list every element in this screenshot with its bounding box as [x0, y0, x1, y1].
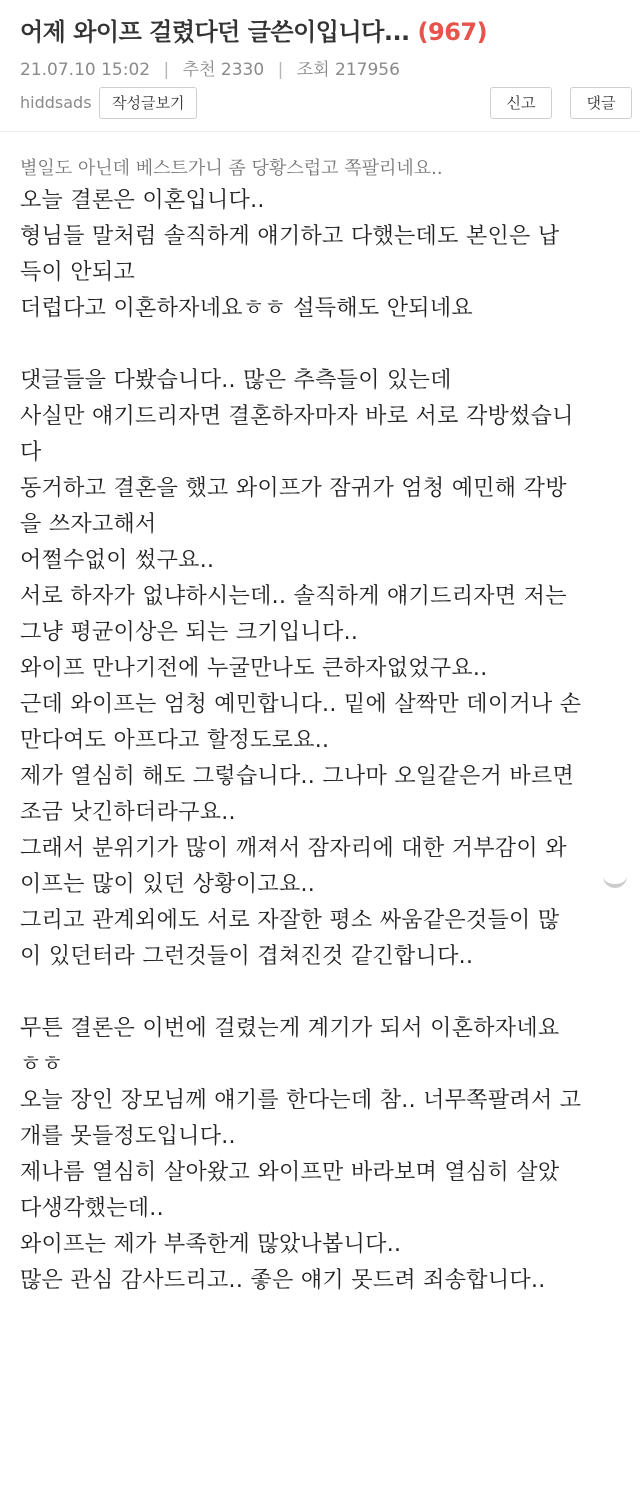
- body-line: 더럽다고 이혼하자네요ㅎㅎ 설득해도 안되네요: [20, 296, 473, 321]
- body-line: 다생각했는데..: [20, 1196, 164, 1221]
- post-body: [20, 155, 630, 1299]
- body-line: 무튼 결론은 이번에 걸렸는게 계기가 되서 이혼하자네요: [20, 1016, 560, 1041]
- body-line: 많은 관심 감사드리고.. 좋은 얘기 못드려 죄송합니다..: [20, 1268, 546, 1293]
- body-line: 동거하고 결혼을 했고 와이프가 잠귀가 엄청 예민해 각방: [20, 476, 567, 501]
- body-line: 득이 안되고: [20, 260, 136, 285]
- body-line: 그리고 관계외에도 서로 자잘한 평소 싸움같은것들이 많: [20, 908, 560, 933]
- body-line: 오늘 장인 장모님께 얘기를 한다는데 참.. 너무쪽팔려서 고: [20, 1088, 582, 1113]
- body-line: 제나름 열심히 살아왔고 와이프만 바라보며 열심히 살았: [20, 1160, 560, 1185]
- meta-separator: |: [163, 60, 170, 80]
- body-line: [20, 327, 630, 363]
- post-header: [0, 0, 640, 132]
- author-name[interactable]: hiddsads: [20, 93, 92, 112]
- post-title: 어제 와이프 걸렸다던 글쓴이입니다...: [20, 18, 410, 46]
- body-line: 제가 열심히 해도 그렇습니다.. 그나마 오일같은거 바르면: [20, 764, 575, 789]
- body-line: 서로 하자가 없냐하시는데.. 솔직하게 얘기드리자면 저는: [20, 584, 567, 609]
- body-line: 개를 못들정도입니다..: [20, 1124, 236, 1149]
- body-line: 형님들 말처럼 솔직하게 얘기하고 다했는데도 본인은 납: [20, 224, 560, 249]
- post-title-row: [20, 12, 487, 47]
- post-time: 15:02: [101, 60, 151, 80]
- author-row: [20, 87, 620, 121]
- body-line: 오늘 결론은 이혼입니다..: [20, 188, 265, 213]
- body-line: 와이프 만나기전에 누굴만나도 큰하자없었구요..: [20, 656, 488, 681]
- author-posts-button[interactable]: 작성글보기: [99, 87, 197, 119]
- meta-separator: |: [277, 60, 284, 80]
- report-button[interactable]: 신고: [490, 87, 552, 119]
- body-line: 을 쓰자고해서: [20, 512, 157, 537]
- body-line: 조금 낫긴하더라구요..: [20, 800, 236, 825]
- body-line: 와이프는 제가 부족한게 많았나봅니다..: [20, 1232, 402, 1257]
- body-line: 어쩔수없이 썼구요..: [20, 548, 215, 573]
- body-line: 그래서 분위기가 많이 깨져서 잠자리에 대한 거부감이 와: [20, 836, 567, 861]
- body-line: 근데 와이프는 엄청 예민합니다.. 밑에 살짝만 데이거나 손: [20, 692, 582, 717]
- reply-count[interactable]: (967): [417, 18, 488, 46]
- body-line: [20, 975, 630, 1011]
- recommend-label: 추천: [182, 60, 216, 80]
- body-line: 이 있던터라 그런것들이 겹쳐진것 같긴합니다..: [20, 944, 474, 969]
- body-line: 다: [20, 440, 42, 465]
- post-summary: 별일도 아닌데 베스트가니 좀 당황스럽고 쪽팔리네요..: [20, 158, 443, 179]
- body-line: 사실만 얘기드리자면 결혼하자마자 바로 서로 각방썼습니: [20, 404, 574, 429]
- post-meta: [20, 55, 400, 80]
- body-line: 만다여도 아프다고 할정도로요..: [20, 728, 330, 753]
- comments-button[interactable]: 댓글: [570, 87, 632, 119]
- views-label: 조회: [296, 60, 330, 80]
- body-line: 이프는 많이 있던 상황이고요..: [20, 872, 316, 897]
- body-line: ㅎㅎ: [20, 1052, 64, 1077]
- post-body-text: [20, 183, 630, 1299]
- views-count: 217956: [335, 60, 400, 80]
- post-date: 21.07.10: [20, 60, 96, 80]
- body-line: 댓글들을 다봤습니다.. 많은 추측들이 있는데: [20, 368, 452, 393]
- recommend-count: 2330: [220, 60, 265, 80]
- body-line: 그냥 평균이상은 되는 크기입니다..: [20, 620, 359, 645]
